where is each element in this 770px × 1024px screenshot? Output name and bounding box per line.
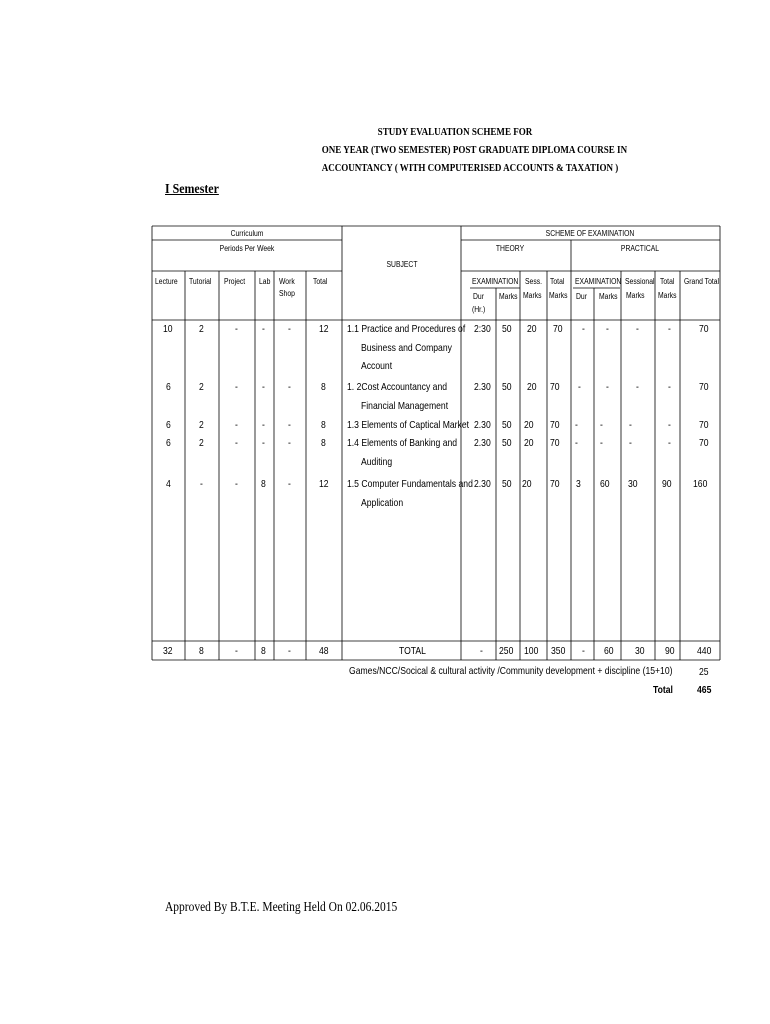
scheme-of-examination-header: SCHEME OF EXAMINATION <box>545 229 635 238</box>
lecture-total: 32 <box>163 645 173 657</box>
subject-cell-line2: Business and Company <box>361 341 452 354</box>
theory-sessional-header-line1: Sess. <box>525 277 543 286</box>
lecture-cell: 6 <box>166 419 171 431</box>
theory-sessional-total: 100 <box>524 645 539 657</box>
workshop-cell: - <box>288 381 291 393</box>
periods-total-cell: 8 <box>321 381 326 393</box>
practical-sessional-header-line2: Marks <box>626 291 645 300</box>
practical-total-cell: - <box>668 419 671 431</box>
project-header: Project <box>224 277 246 286</box>
subject-cell-line2: Auditing <box>361 455 393 468</box>
practical-marks-header: Marks <box>599 292 618 301</box>
lab-cell: - <box>262 419 265 431</box>
subject-cell-line3: Account <box>361 360 393 372</box>
practical-total-cell: - <box>668 323 671 335</box>
theory-dur-cell: 2.30 <box>474 478 491 490</box>
practical-marks-cell: - <box>606 381 609 393</box>
theory-marks-header: Marks <box>499 292 518 301</box>
periods-total-cell: 12 <box>319 478 329 490</box>
practical-sessional-cell: - <box>629 419 632 431</box>
tutorial-cell: 2 <box>199 419 204 431</box>
practical-marks-cell: - <box>600 437 603 449</box>
project-cell: - <box>235 478 238 490</box>
workshop-header-line1: Work <box>279 277 295 286</box>
theory-total-cell: 70 <box>550 478 560 490</box>
theory-total-header-line1: Total <box>550 277 565 286</box>
games-activity-label: Games/NCC/Socical & cultural activity /Community development + discipline (15+10) <box>348 665 672 677</box>
project-cell: - <box>235 419 238 431</box>
tutorial-cell: 2 <box>199 437 204 449</box>
subject-cell-line1: 1.3 Elements of Captical Market <box>347 419 470 431</box>
tutorial-header: Tutorial <box>189 277 212 286</box>
practical-total-header-line2: Marks <box>658 291 677 300</box>
title-line-3: ACCOUNTANCY ( WITH COMPUTERISED ACCOUNTS & TAXATION ) <box>321 163 619 174</box>
practical-marks-cell: 60 <box>600 478 610 490</box>
periods-per-week-header: Periods Per Week <box>219 244 275 253</box>
practical-dur-cell: 3 <box>576 478 581 490</box>
periods-grand-total: 48 <box>319 645 329 657</box>
theory-marks-cell: 50 <box>502 437 512 449</box>
subject-cell-line1: 1. 2Cost Accountancy and <box>347 381 448 393</box>
grand-total-cell: 70 <box>699 437 709 449</box>
practical-examination-header: EXAMINATION <box>575 277 622 286</box>
theory-sessional-header-line2: Marks <box>523 291 542 300</box>
theory-dur-total: - <box>480 645 483 657</box>
practical-marks-total: 60 <box>604 645 614 657</box>
periods-total-cell: 12 <box>319 323 329 335</box>
theory-total-cell: 70 <box>553 323 563 335</box>
practical-header: PRACTICAL <box>620 244 660 253</box>
subject-cell-line2: Application <box>361 496 404 509</box>
lab-cell: - <box>262 437 265 449</box>
project-cell: - <box>235 323 238 335</box>
practical-dur-cell: - <box>578 381 581 393</box>
periods-total-cell: 8 <box>321 419 326 431</box>
semester-heading: I Semester <box>165 182 219 197</box>
practical-marks-cell: - <box>606 323 609 335</box>
practical-total-header-line1: Total <box>660 277 675 286</box>
subject-cell-line1: 1.5 Computer Fundamentals and <box>347 478 473 490</box>
theory-marks-cell: 50 <box>502 478 512 490</box>
practical-total-cell: - <box>668 437 671 449</box>
grand-total-header: Grand Total <box>684 277 720 286</box>
tutorial-cell: 2 <box>199 323 204 335</box>
theory-sessional-cell: 20 <box>524 437 534 449</box>
subject-cell-line1: 1.1 Practice and Procedures of <box>347 323 466 335</box>
title-line-2: ONE YEAR (TWO SEMESTER) POST GRADUATE DIPLOMA COURSE IN <box>321 145 628 156</box>
subject-header: SUBJECT <box>386 260 418 269</box>
subject-cell-line1: 1.4 Elements of Banking and <box>347 437 458 449</box>
lecture-cell: 4 <box>166 478 171 490</box>
project-cell: - <box>235 381 238 393</box>
theory-examination-header: EXAMINATION <box>472 277 519 286</box>
theory-marks-cell: 50 <box>502 323 512 335</box>
practical-dur-header: Dur <box>576 292 587 301</box>
lecture-cell: 10 <box>163 323 173 335</box>
theory-header: THEORY <box>495 244 525 253</box>
grand-total-cell: 70 <box>699 381 709 393</box>
workshop-cell: - <box>288 478 291 490</box>
games-activity-value: 25 <box>699 666 709 678</box>
theory-sessional-cell: 20 <box>527 381 537 393</box>
theory-total-header-line2: Marks <box>549 291 568 300</box>
final-total-label: Total <box>653 684 673 696</box>
tutorial-total: 8 <box>199 645 204 657</box>
theory-total-total: 350 <box>551 645 566 657</box>
workshop-cell: - <box>288 419 291 431</box>
project-cell: - <box>235 437 238 449</box>
final-total-value: 465 <box>697 684 712 696</box>
practical-sessional-cell: - <box>636 381 639 393</box>
document-title <box>321 124 628 178</box>
practical-total-cell: 90 <box>662 478 672 490</box>
theory-marks-cell: 50 <box>502 419 512 431</box>
grand-total-cell: 70 <box>699 419 709 431</box>
theory-dur-cell: 2.30 <box>474 381 491 393</box>
workshop-total: - <box>288 645 291 657</box>
lab-total: 8 <box>261 645 266 657</box>
lab-cell: 8 <box>261 478 266 490</box>
practical-sessional-header-line1: Sessional <box>625 277 655 286</box>
theory-dur-cell: 2.30 <box>474 437 491 449</box>
practical-sessional-cell: 30 <box>628 478 638 490</box>
theory-total-cell: 70 <box>550 381 560 393</box>
lecture-cell: 6 <box>166 437 171 449</box>
workshop-cell: - <box>288 437 291 449</box>
subject-cell-line2: Financial Management <box>361 399 449 412</box>
theory-total-cell: 70 <box>550 419 560 431</box>
workshop-header-line2: Shop <box>279 289 295 298</box>
project-total: - <box>235 645 238 657</box>
practical-marks-cell: - <box>600 419 603 431</box>
lecture-cell: 6 <box>166 381 171 393</box>
workshop-cell: - <box>288 323 291 335</box>
theory-dur-cell: 2:30 <box>474 323 491 335</box>
practical-sessional-cell: - <box>629 437 632 449</box>
periods-total-header: Total <box>313 277 328 286</box>
curriculum-header: Curriculum <box>230 229 264 238</box>
practical-sessional-total: 30 <box>635 645 645 657</box>
practical-dur-cell: - <box>575 419 578 431</box>
periods-total-cell: 8 <box>321 437 326 449</box>
theory-sessional-cell: 20 <box>527 323 537 335</box>
practical-total-total: 90 <box>665 645 675 657</box>
lab-header: Lab <box>259 277 271 286</box>
theory-total-cell: 70 <box>550 437 560 449</box>
lecture-header: Lecture <box>155 277 178 286</box>
lab-cell: - <box>262 381 265 393</box>
theory-dur-cell: 2.30 <box>474 419 491 431</box>
theory-marks-total: 250 <box>499 645 514 657</box>
grand-total-total: 440 <box>697 645 712 657</box>
theory-dur-header: Dur <box>473 292 484 301</box>
totals-label: TOTAL <box>399 645 426 657</box>
practical-dur-total: - <box>582 645 585 657</box>
practical-dur-cell: - <box>575 437 578 449</box>
approval-note: Approved By B.T.E. Meeting Held On 02.06.2015 <box>165 900 398 915</box>
grand-total-cell: 70 <box>699 323 709 335</box>
theory-sessional-cell: 20 <box>522 478 532 490</box>
practical-sessional-cell: - <box>636 323 639 335</box>
title-line-1: STUDY EVALUATION SCHEME FOR <box>377 127 533 138</box>
practical-total-cell: - <box>668 381 671 393</box>
theory-sessional-cell: 20 <box>524 419 534 431</box>
theory-dur-unit: (Hr.) <box>472 305 486 314</box>
tutorial-cell: 2 <box>199 381 204 393</box>
tutorial-cell: - <box>200 478 203 490</box>
theory-marks-cell: 50 <box>502 381 512 393</box>
practical-dur-cell: - <box>582 323 585 335</box>
lab-cell: - <box>262 323 265 335</box>
grand-total-cell: 160 <box>693 478 708 490</box>
